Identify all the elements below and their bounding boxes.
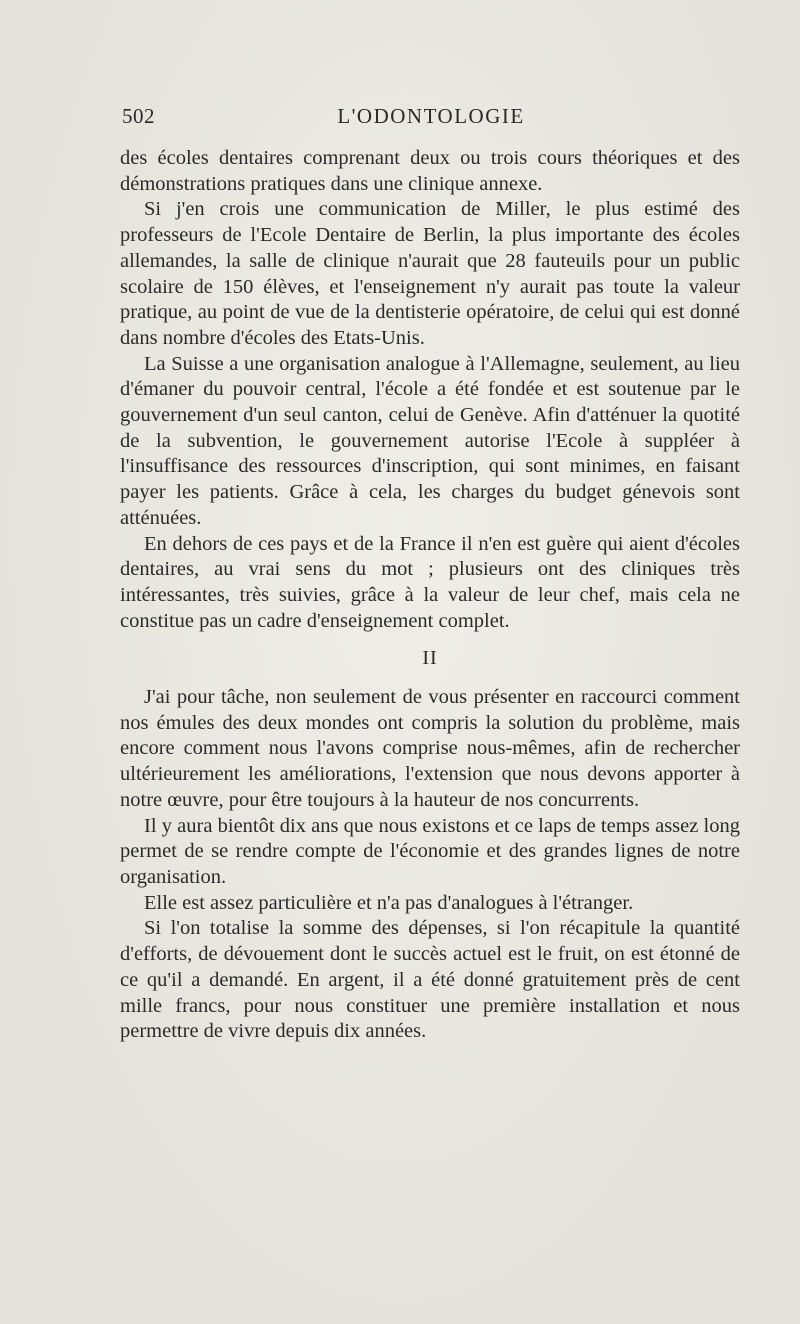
- paragraph: La Suisse a une organisation analogue à l'Allemagne, seulement, au lieu d'émaner du pouvoir central, l'école a été fondée et est soutenue par le gouvernement d'un seul canton, celui de Genève. Afin d'atténuer la quotité de la subvention, le gouvernement autorise l'Ecole à suppléer à l'insuffisance des ressources d'inscription, qui sont minimes, en faisant payer les patients. Grâce à cela, les charges du budget génevois sont atténuées.: [120, 352, 740, 529]
- paragraph: En dehors de ces pays et de la France il n'en est guère qui aient d'écoles dentaires, au vrai sens du mot ; plusieurs ont des cliniques très intéressantes, très suivies, grâce à la valeur de leur chef, mais cela ne constitue pas un cadre d'enseignement complet.: [120, 532, 740, 632]
- paragraph: Elle est assez particulière et n'a pas d'analogues à l'étranger.: [144, 891, 634, 914]
- page-header: [122, 104, 740, 132]
- body-text: [120, 146, 740, 1045]
- paragraph-continued: des écoles dentaires comprenant deux ou trois cours théoriques et des démonstrations pratiques dans une clinique annexe.: [120, 147, 740, 195]
- running-title: L'ODONTOLOGIE: [337, 104, 525, 128]
- paragraph: J'ai pour tâche, non seulement de vous présenter en raccourci comment nos émules des deux mondes ont compris la solution du problème, mais encore comment nous l'avons comprise nous-mêmes, afin de rechercher ultérieurement les améliorations, l'extension que nous devons apporter à notre œuvre, pour être toujours à la hauteur de nos concurrents.: [120, 686, 740, 811]
- paragraph: Si l'on totalise la somme des dépenses, si l'on récapitule la quantité d'efforts, de dévouement dont le succès actuel est le fruit, on est étonné de ce qu'il a demandé. En argent, il a été donné gratuitement près de cent mille francs, pour nous constituer une première installation et nous permettre de vivre depuis dix années.: [120, 917, 740, 1043]
- page-number: 502: [122, 104, 155, 128]
- paragraph: Si j'en crois une communication de Miller, le plus estimé des professeurs de l'Ecole Dentaire de Berlin, la plus importante des écoles allemandes, la salle de clinique n'aurait que 28 fauteuils pour un public scolaire de 150 élèves, et l'enseignement n'y aurait pas toute la valeur pratique, au point de vue de la dentisterie opératoire, de celui qui est donné dans nombre d'écoles des Etats-Unis.: [120, 198, 740, 349]
- section-heading: II: [422, 647, 438, 670]
- paragraph: Il y aura bientôt dix ans que nous existons et ce laps de temps assez long permet de se rendre compte de l'économie et des grandes lignes de notre organisation.: [120, 814, 740, 888]
